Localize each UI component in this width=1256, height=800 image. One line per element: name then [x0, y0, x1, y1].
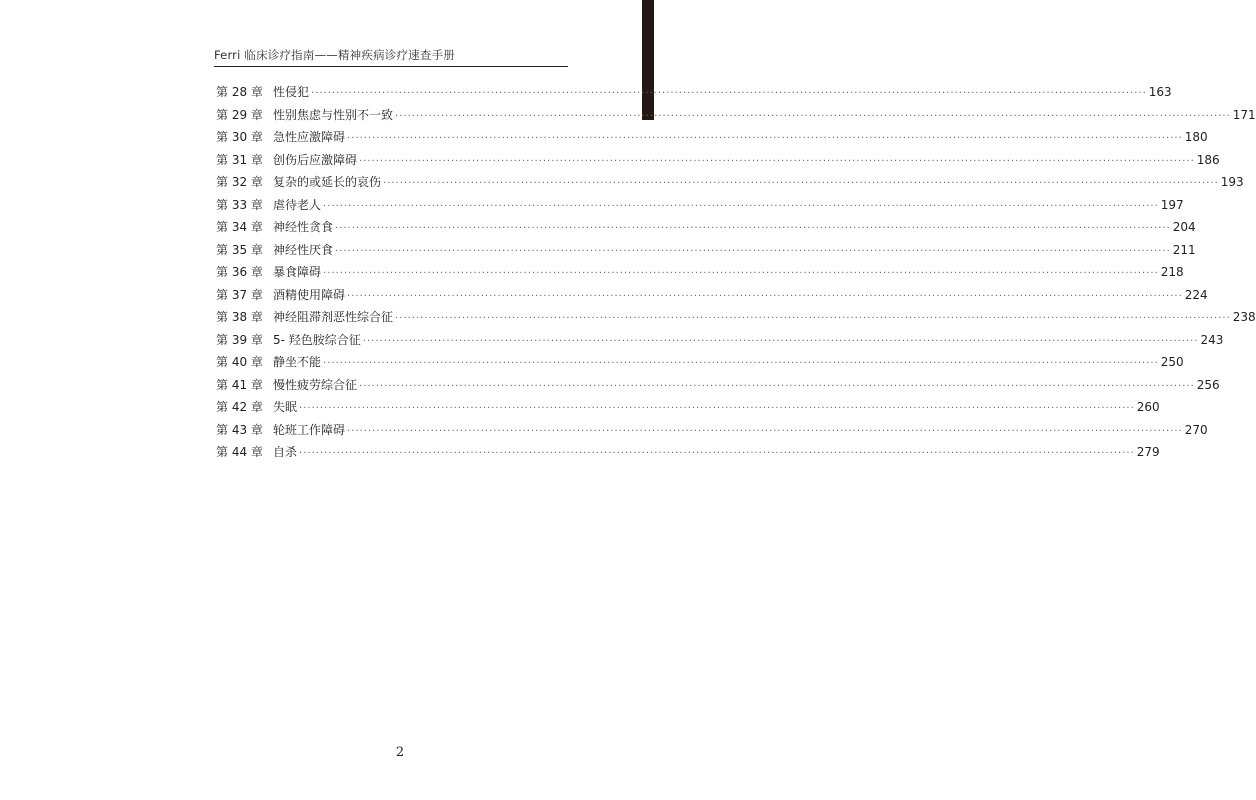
toc-chapter-title: 5- 羟色胺综合征: [273, 332, 361, 347]
toc-chapter-title: 酒精使用障碍: [273, 287, 346, 302]
toc-dot-leader: ········································································································································································································: [323, 358, 1159, 369]
toc-dot-leader: ········································································································································································································: [323, 200, 1159, 212]
toc-dot-leader: ········································································································································································································: [299, 448, 1135, 459]
toc-chapter-title: 神经阻滞剂恶性综合征: [273, 310, 394, 324]
toc-page-number: 163: [1148, 85, 1172, 99]
toc-entry[interactable]: [216, 216, 1196, 239]
toc-chapter-number: 第 40 章: [216, 355, 263, 369]
toc-entry[interactable]: [216, 126, 1208, 149]
toc-dot-leader: ········································································································································································································: [323, 268, 1159, 279]
toc-chapter-title: 虐待老人: [273, 197, 322, 212]
toc-entry[interactable]: [216, 81, 1172, 104]
toc-page-number: 171: [1232, 107, 1256, 122]
toc-chapter-title: 急性应激障碍: [273, 130, 346, 144]
running-header: Ferri 临床诊疗指南——精神疾病诊疗速查手册: [214, 48, 455, 62]
toc-page-number: 238: [1232, 310, 1256, 324]
toc-chapter-number: 第 39 章: [216, 332, 263, 347]
toc-page-number: 250: [1160, 355, 1184, 369]
toc-chapter-number: 第 28 章: [216, 85, 263, 99]
toc-page-number: 211: [1172, 242, 1196, 257]
toc-dot-leader: ········································································································································································································: [347, 425, 1183, 437]
toc-dot-leader: ········································································································································································································: [359, 380, 1195, 392]
toc-dot-leader: ········································································································································································································: [347, 133, 1183, 144]
toc-page-number: 193: [1220, 175, 1244, 189]
toc-dot-leader: ········································································································································································································: [311, 88, 1147, 99]
page-number: 2: [395, 745, 405, 760]
header-rule: [214, 66, 568, 67]
toc-chapter-title: 失眠: [273, 400, 298, 414]
toc-dot-leader: ········································································································································································································: [299, 403, 1135, 414]
table-of-contents: [216, 81, 1256, 464]
toc-chapter-number: 第 31 章: [216, 152, 263, 167]
toc-chapter-title: 慢性疲劳综合征: [273, 377, 358, 392]
toc-chapter-number: 第 33 章: [216, 197, 263, 212]
toc-chapter-number: 第 36 章: [216, 265, 263, 279]
toc-chapter-number: 第 32 章: [216, 175, 263, 189]
toc-chapter-number: 第 30 章: [216, 130, 263, 144]
toc-chapter-number: 第 29 章: [216, 107, 263, 122]
toc-chapter-title: 轮班工作障碍: [273, 422, 346, 437]
toc-page-number: 270: [1184, 422, 1208, 437]
toc-page-number: 279: [1136, 445, 1160, 459]
toc-chapter-number: 第 41 章: [216, 377, 263, 392]
toc-entry[interactable]: [216, 374, 1220, 397]
toc-entry[interactable]: [216, 351, 1184, 374]
toc-chapter-number: 第 43 章: [216, 422, 263, 437]
toc-chapter-number: 第 38 章: [216, 310, 263, 324]
toc-chapter-title: 性侵犯: [273, 85, 310, 99]
toc-chapter-number: 第 34 章: [216, 220, 263, 234]
toc-entry[interactable]: [216, 261, 1184, 284]
toc-page-number: 256: [1196, 377, 1220, 392]
toc-dot-leader: ········································································································································································································: [347, 290, 1183, 302]
toc-chapter-title: 神经性贪食: [273, 220, 334, 234]
toc-page-number: 180: [1184, 130, 1208, 144]
toc-dot-leader: ········································································································································································································: [395, 110, 1231, 122]
toc-chapter-title: 复杂的或延长的哀伤: [273, 175, 382, 189]
toc-entry[interactable]: [216, 194, 1184, 217]
toc-chapter-title: 自杀: [273, 445, 298, 459]
toc-entry[interactable]: [216, 329, 1224, 352]
toc-entry[interactable]: [216, 396, 1160, 419]
toc-dot-leader: ········································································································································································································: [335, 245, 1171, 257]
toc-dot-leader: ········································································································································································································: [395, 313, 1231, 324]
toc-dot-leader: ········································································································································································································: [362, 335, 1199, 347]
toc-chapter-title: 创伤后应激障碍: [273, 152, 358, 167]
toc-chapter-title: 静坐不能: [273, 355, 322, 369]
toc-entry[interactable]: [216, 239, 1196, 262]
toc-page-number: 224: [1184, 287, 1208, 302]
toc-entry[interactable]: [216, 149, 1220, 172]
toc-chapter-number: 第 37 章: [216, 287, 263, 302]
toc-chapter-number: 第 35 章: [216, 242, 263, 257]
toc-page-number: 243: [1200, 332, 1224, 347]
toc-entry[interactable]: [216, 284, 1208, 307]
toc-entry[interactable]: [216, 104, 1256, 127]
toc-entry[interactable]: [216, 441, 1160, 464]
toc-entry[interactable]: [216, 171, 1244, 194]
toc-entry[interactable]: [216, 306, 1256, 329]
toc-chapter-title: 暴食障碍: [273, 265, 322, 279]
toc-entry[interactable]: [216, 419, 1208, 442]
toc-chapter-number: 第 42 章: [216, 400, 263, 414]
toc-page-number: 197: [1160, 197, 1184, 212]
toc-chapter-title: 性别焦虑与性别不一致: [273, 107, 394, 122]
toc-page-number: 204: [1172, 220, 1196, 234]
toc-page-number: 218: [1160, 265, 1184, 279]
toc-chapter-number: 第 44 章: [216, 445, 263, 459]
toc-dot-leader: ········································································································································································································: [335, 223, 1171, 234]
toc-dot-leader: ········································································································································································································: [359, 155, 1195, 167]
toc-page-number: 260: [1136, 400, 1160, 414]
toc-chapter-title: 神经性厌食: [273, 242, 334, 257]
toc-dot-leader: ········································································································································································································: [383, 178, 1219, 189]
toc-page-number: 186: [1196, 152, 1220, 167]
